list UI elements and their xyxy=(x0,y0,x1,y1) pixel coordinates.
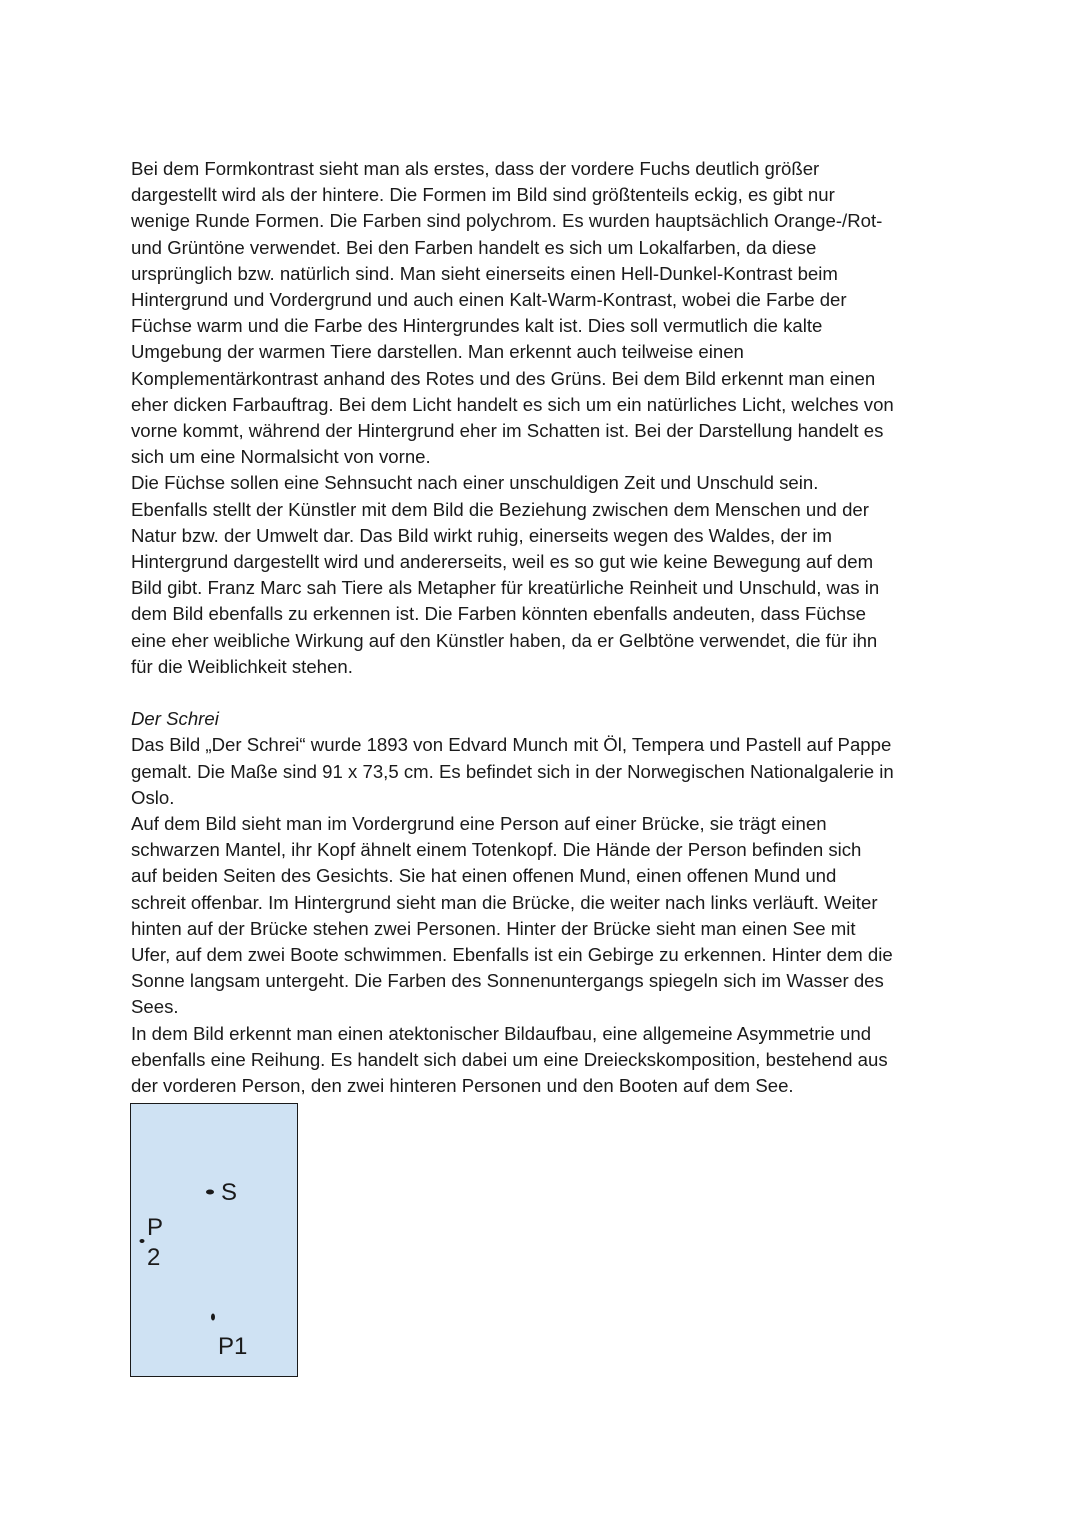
paragraph-artwork-info: Das Bild „Der Schrei“ wurde 1893 von Edvard Munch mit Öl, Tempera und Pastell auf Pappe gemalt. Die Maße sind 91 x 73,5 cm. Es befindet sich in der Norwegischen Nationalgalerie in Oslo. xyxy=(131,734,894,808)
paragraph-composition: In dem Bild erkennt man einen atektonischer Bildaufbau, eine allgemeine Asymmetrie und ebenfalls eine Reihung. Es handelt sich dabei um eine Dreieckskomposition, bestehend aus der vorderen Person, den zwei hinteren Personen und den Booten auf dem See. xyxy=(131,1022,888,1097)
composition-sketch-drawing xyxy=(131,1104,297,1376)
point-s-marker xyxy=(206,1190,214,1195)
document-body xyxy=(131,156,961,1099)
point-p2-marker xyxy=(140,1239,145,1243)
section-heading: Der Schrei xyxy=(131,708,219,730)
composition-sketch xyxy=(130,1103,298,1377)
label-p1: P1 xyxy=(218,1333,248,1360)
point-p1-marker xyxy=(211,1314,215,1321)
paragraph-form-contrast: Bei dem Formkontrast sieht man als erstes, dass der vordere Fuchs deutlich größer dargestellt wird als der hintere. Die Formen im Bild sind größtenteils eckig, es gibt nur wenige Runde Formen. Die Farben sind polychrom. Es wurden hauptsächlich Orange-/Rot- und Grüntöne verwendet. Bei den Farben handelt es sich um Lokalfarben, da diese ursprünglich bzw. natürlich sind. Man sieht einerseits einen Hell-Dunkel-Kontrast beim Hintergrund und Vordergrund und auch einen Kalt-Warm-Kontrast, wobei die Farbe der Füchse warm und die Farbe des Hintergrundes kalt ist. Dies soll vermutlich die kalte Umgebung der warmen Tiere darstellen. Man erkennt auch teilweise einen Komplementärkontrast anhand des Rotes und des Grüns. Bei dem Bild erkennt man einen eher dicken Farbauftrag. Bei dem Licht handelt es sich um ein natürliches Licht, welches von vorne kommt, während der Hintergrund eher im Schatten ist. Bei der Darstellung handelt es sich um eine Normalsicht von vorne. xyxy=(131,158,894,468)
label-s: S xyxy=(221,1179,238,1206)
paragraph-description: Auf dem Bild sieht man im Vordergrund eine Person auf einer Brücke, sie trägt einen schwarzen Mantel, ihr Kopf ähnelt einem Totenkopf. Die Hände der Person befinden sich auf beiden Seiten des Gesichts. Sie hat einen offenen Mund, einen offenen Mund und schreit offenbar. Im Hintergrund sieht man die Brücke, die weiter nach links verläuft. Weiter hinten auf der Brücke stehen zwei Personen. Hinter der Brücke sieht man einen See mit Ufer, auf dem zwei Boote schwimmen. Ebenfalls ist ein Gebirge zu erkennen. Hinter dem die Sonne langsam untergeht. Die Farben des Sonnenuntergangs spiegeln sich im Wasser des Sees. xyxy=(131,813,893,1018)
blank-line xyxy=(131,680,961,706)
label-p2-bottom: 2 xyxy=(147,1244,161,1271)
paragraph-interpretation: Die Füchse sollen eine Sehnsucht nach einer unschuldigen Zeit und Unschuld sein. Ebenfalls stellt der Künstler mit dem Bild die Beziehung zwischen dem Menschen und der Natur bzw. der Umwelt dar. Das Bild wirkt ruhig, einerseits wegen des Waldes, der im Hintergrund dargestellt wird und andererseits, weil es so gut wie keine Bewegung auf dem Bild gibt. Franz Marc sah Tiere als Metapher für kreatürliche Reinheit und Unschuld, was in dem Bild ebenfalls zu erkennen ist. Die Farben könnten ebenfalls andeuten, dass Füchse eine eher weibliche Wirkung auf den Künstler haben, da er Gelbtöne verwendet, die für ihn für die Weiblichkeit stehen. xyxy=(131,472,880,677)
label-p2-top: P xyxy=(147,1214,164,1241)
